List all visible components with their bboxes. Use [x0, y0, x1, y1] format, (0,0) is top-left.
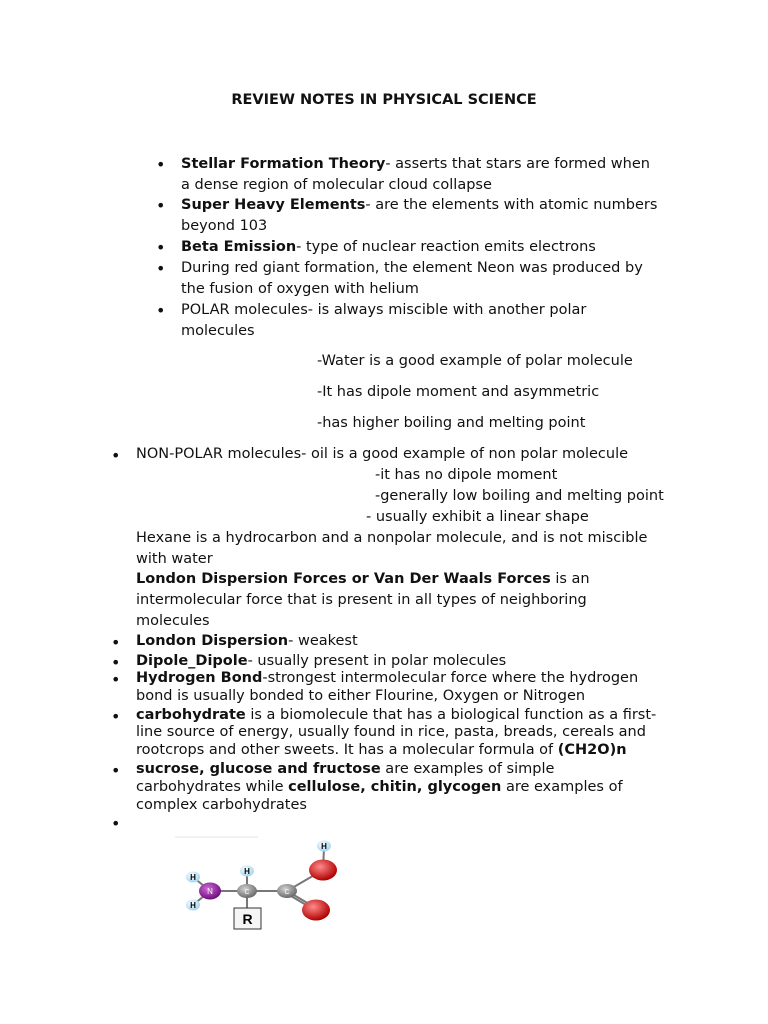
carb-formula: (CH2O)n — [557, 742, 627, 758]
definition: - type of nuclear reaction emits electrons — [296, 239, 596, 255]
svg-text:H: H — [321, 842, 327, 851]
term: Hydrogen Bond — [136, 670, 263, 686]
item-text: During red giant formation, the element Neon was produced by — [181, 260, 643, 276]
definition-cont: a dense region of molecular cloud collapse — [181, 177, 492, 193]
list-item — [136, 653, 506, 669]
london-term: London Dispersion Forces or Van Der Waals Forces — [136, 571, 551, 587]
item-text-cont: the fusion of oxygen with helium — [181, 281, 419, 297]
term: Super Heavy Elements — [181, 197, 366, 213]
list-item — [136, 633, 358, 649]
definition: - weakest — [288, 633, 358, 649]
london-text-cont: molecules — [136, 613, 210, 629]
sugars-text: are examples of simple — [380, 761, 555, 777]
bullet-marker: • — [111, 446, 121, 465]
svg-text:C: C — [284, 889, 290, 896]
carb-text: rootcrops and other sweets. It has a molecular formula of — [136, 742, 558, 758]
hydrogen-atom — [186, 872, 200, 883]
svg-text:R: R — [242, 911, 253, 927]
london-text: is an — [550, 571, 590, 587]
nonpolar-note: -it has no dipole moment — [375, 467, 558, 483]
list-item — [136, 670, 638, 686]
r-group-box — [234, 908, 261, 929]
carb-text-cont — [136, 742, 627, 758]
item-text-cont: molecules — [181, 323, 255, 339]
hexane-text-cont: with water — [136, 551, 213, 567]
bullet-marker: • — [111, 653, 121, 672]
item-text: POLAR molecules- is always miscible with another polar — [181, 302, 587, 318]
page-title: REVIEW NOTES IN PHYSICAL SCIENCE — [231, 92, 537, 108]
sugars-text: carbohydrates while — [136, 779, 289, 795]
definition: -strongest intermolecular force where the hydrogen — [262, 670, 639, 686]
bullet-marker: • — [111, 814, 121, 833]
nonpolar-line: NON-POLAR molecules- oil is a good example of non polar molecule — [136, 446, 629, 462]
nonpolar-note: - usually exhibit a linear shape — [366, 509, 589, 525]
london-text-cont: intermolecular force that is present in all types of neighboring — [136, 592, 587, 608]
carbon-atom — [277, 884, 297, 898]
svg-text:H: H — [190, 873, 196, 882]
bullet-marker: • — [156, 301, 166, 320]
sugars-paragraph — [136, 761, 554, 777]
simple-sugars: sucrose, glucose and fructose — [136, 761, 381, 777]
bullet-marker: • — [156, 155, 166, 174]
london-paragraph — [136, 571, 590, 587]
list-item — [181, 154, 650, 196]
svg-text:C: C — [244, 889, 250, 896]
definition-cont: beyond 103 — [181, 218, 268, 234]
carb-text-cont: line source of energy, usually found in rice, pasta, breads, cereals and — [136, 724, 646, 740]
definition: - asserts that stars are formed when — [385, 156, 650, 172]
amino-acid-diagram — [170, 834, 350, 934]
polar-note: -has higher boiling and melting point — [317, 415, 586, 431]
bullet-marker: • — [111, 670, 121, 689]
sugars-text-cont: complex carbohydrates — [136, 797, 307, 813]
svg-text:N: N — [207, 887, 213, 896]
hydrogen-atom — [317, 841, 331, 852]
list-item — [181, 237, 596, 258]
list-item — [181, 258, 643, 300]
definition: - usually present in polar molecules — [247, 653, 507, 669]
bullet-marker: • — [156, 238, 166, 257]
hydrogen-atom — [186, 900, 200, 911]
bonds — [193, 848, 324, 912]
term: Beta Emission — [181, 239, 297, 255]
term: London Dispersion — [136, 633, 289, 649]
bullet-marker: • — [111, 633, 121, 652]
complex-sugars: cellulose, chitin, glycogen — [288, 779, 502, 795]
sugars-text: are examples of — [501, 779, 623, 795]
nitrogen-atom — [199, 883, 221, 900]
polar-note: -It has dipole moment and asymmetric — [317, 384, 600, 400]
oxygen-atom — [302, 900, 330, 921]
bullet-marker: • — [111, 707, 121, 726]
bullet-marker: • — [156, 259, 166, 278]
carb-text: is a biomolecule that has a biological function as a first- — [245, 707, 657, 723]
sugars-text-cont — [136, 779, 623, 795]
list-item — [181, 195, 657, 237]
svg-text:H: H — [244, 867, 250, 876]
nonpolar-note: -generally low boiling and melting point — [375, 488, 664, 504]
bullet-marker: • — [156, 196, 166, 215]
oxygen-atom — [309, 860, 337, 881]
term: Stellar Formation Theory — [181, 156, 386, 172]
hydrogen-atom — [240, 866, 254, 877]
term: Dipole_Dipole — [136, 653, 248, 669]
definition: - are the elements with atomic numbers — [365, 197, 658, 213]
bullet-marker: • — [111, 761, 121, 780]
list-item — [181, 300, 586, 342]
carb-paragraph — [136, 707, 656, 723]
definition-cont: bond is usually bonded to either Flourine, Oxygen or Nitrogen — [136, 688, 586, 704]
carb-term: carbohydrate — [136, 707, 246, 723]
carbon-atom — [237, 884, 257, 898]
svg-text:H: H — [190, 901, 196, 910]
polar-note: -Water is a good example of polar molecule — [317, 353, 633, 369]
hexane-text: Hexane is a hydrocarbon and a nonpolar molecule, and is not miscible — [136, 530, 648, 546]
